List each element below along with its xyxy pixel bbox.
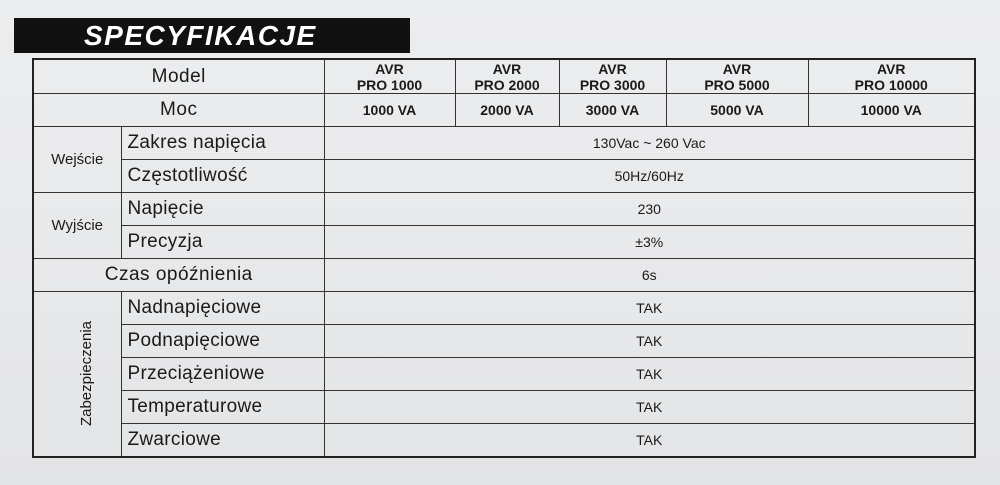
protection-value: TAK: [324, 325, 975, 358]
input-group-label: Wejście: [33, 127, 121, 193]
power-value: 5000 VA: [666, 94, 808, 127]
model-line2: PRO 10000: [854, 76, 928, 93]
output-voltage-row: [33, 193, 975, 226]
power-value: 1000 VA: [324, 94, 455, 127]
model-line1: AVR: [598, 60, 627, 77]
output-voltage-value: 230: [324, 193, 975, 226]
specification-table: [32, 58, 976, 458]
section-heading: SPECYFIKACJE: [14, 18, 410, 53]
delay-label: Czas opóźnienia: [33, 259, 324, 292]
voltage-range-label: Zakres napięcia: [121, 127, 324, 160]
model-line1: AVR: [722, 60, 752, 77]
output-group-label: Wyjście: [33, 193, 121, 259]
model-line2: PRO 2000: [474, 76, 540, 93]
power-value: 10000 VA: [808, 94, 975, 127]
input-frequency-row: [33, 160, 975, 193]
delay-value: 6s: [324, 259, 975, 292]
model-label: Model: [33, 59, 324, 94]
protection-label: Temperaturowe: [121, 391, 324, 424]
precision-label: Precyzja: [121, 226, 324, 259]
input-voltage-row: [33, 127, 975, 160]
power-value: 3000 VA: [559, 94, 666, 127]
protection-row: [33, 325, 975, 358]
voltage-range-value: 130Vac ~ 260 Vac: [324, 127, 975, 160]
power-label: Moc: [33, 94, 324, 127]
protection-label: Podnapięciowe: [121, 325, 324, 358]
model-line2: PRO 1000: [356, 76, 423, 93]
model-line2: PRO 5000: [704, 76, 770, 93]
model-line2: PRO 3000: [579, 76, 646, 93]
precision-value: ±3%: [324, 226, 975, 259]
protection-value: TAK: [324, 424, 975, 458]
protection-row: [33, 292, 975, 325]
model-line1: AVR: [876, 60, 906, 77]
power-value: 2000 VA: [455, 94, 559, 127]
model-cell-1000: [324, 59, 455, 94]
protection-label: Przeciążeniowe: [121, 358, 324, 391]
model-cell-2000: [455, 59, 559, 94]
delay-row: [33, 259, 975, 292]
power-row: [33, 94, 975, 127]
protection-row: [33, 358, 975, 391]
model-cell-5000: [666, 59, 808, 94]
frequency-label: Częstotliwość: [121, 160, 324, 193]
protection-row: [33, 424, 975, 458]
model-line1: AVR: [375, 60, 404, 77]
protection-group-label: Zabezpieczenia: [78, 320, 96, 427]
protection-value: TAK: [324, 391, 975, 424]
model-line1: AVR: [492, 60, 522, 77]
model-row: [33, 59, 975, 94]
output-precision-row: [33, 226, 975, 259]
protection-value: TAK: [324, 358, 975, 391]
protection-row: [33, 391, 975, 424]
model-cell-3000: [559, 59, 666, 94]
frequency-value: 50Hz/60Hz: [324, 160, 975, 193]
protection-group-cell: [33, 292, 121, 458]
protection-value: TAK: [324, 292, 975, 325]
output-voltage-label: Napięcie: [121, 193, 324, 226]
protection-label: Nadnapięciowe: [121, 292, 324, 325]
model-cell-10000: [808, 59, 975, 94]
protection-label: Zwarciowe: [121, 424, 324, 458]
